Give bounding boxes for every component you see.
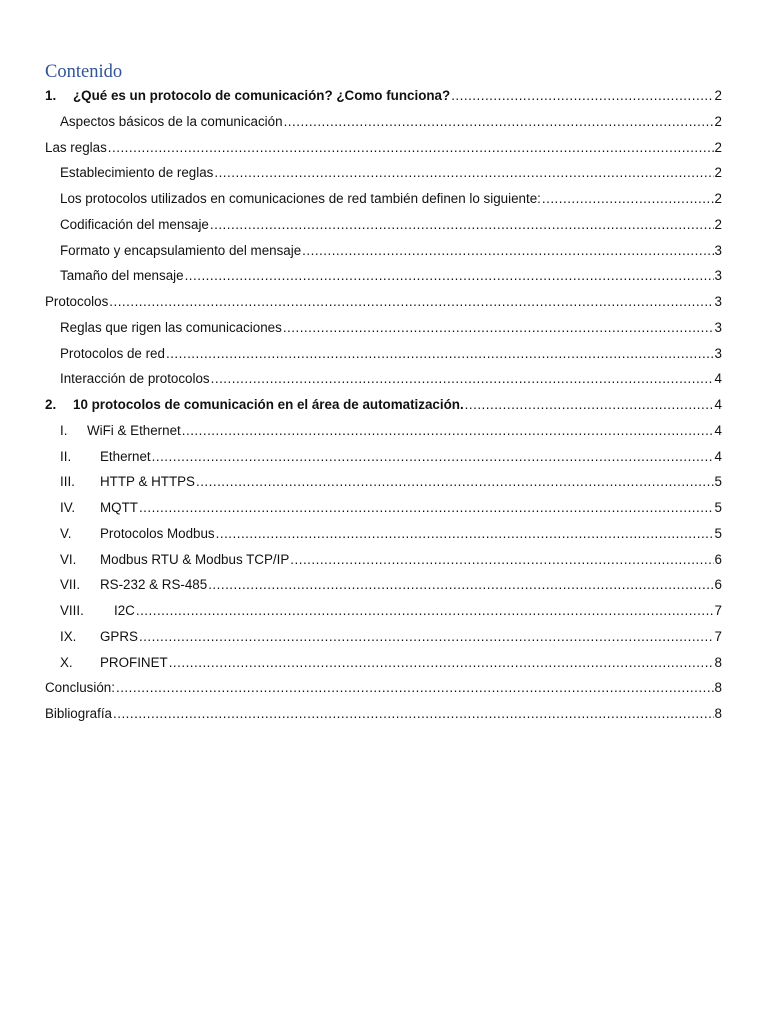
toc-dot-leader <box>208 575 713 595</box>
toc-entry-number: X. <box>60 654 73 670</box>
toc-entry[interactable] <box>60 447 722 467</box>
toc-page-number: 5 <box>714 500 722 515</box>
toc-entry-number: II. <box>60 448 72 464</box>
toc-entry-number: VII. <box>60 577 81 593</box>
toc-entry-title: Bibliografía <box>45 706 112 721</box>
toc-dot-leader <box>196 472 714 492</box>
toc-page-number: 3 <box>714 294 722 309</box>
toc-entry-number: VIII. <box>60 603 84 618</box>
toc-entry-title: MQTT <box>100 500 138 515</box>
toc-entry-title: Establecimiento de reglas <box>60 165 214 181</box>
toc-entry-number: I. <box>60 422 68 438</box>
toc-entry[interactable] <box>60 266 722 286</box>
toc-entry[interactable] <box>60 189 722 209</box>
toc-entry[interactable] <box>45 704 722 724</box>
toc-entry[interactable] <box>60 112 722 132</box>
toc-page-number: 8 <box>714 680 722 696</box>
toc-dot-leader <box>185 266 714 286</box>
toc-entry[interactable] <box>60 241 722 261</box>
toc-dot-leader <box>210 215 714 235</box>
toc-page-number: 4 <box>714 371 722 387</box>
toc-entry-title: 10 protocolos de comunicación en el área de automatización. <box>73 397 464 412</box>
toc-page-number: 8 <box>714 654 722 670</box>
toc-entry[interactable] <box>60 215 722 235</box>
toc-entry-title: Formato y encapsulamiento del mensaje <box>60 242 302 258</box>
toc-page-number: 2 <box>714 139 722 155</box>
toc-dot-leader <box>290 550 713 570</box>
toc-dot-leader <box>139 498 714 518</box>
toc-entry[interactable] <box>60 421 722 441</box>
toc-entry[interactable] <box>60 575 722 595</box>
toc-entry-title: PROFINET <box>100 654 168 670</box>
toc-dot-leader <box>136 601 714 621</box>
toc-dot-leader <box>113 704 714 724</box>
toc-dot-leader <box>283 318 714 338</box>
toc-entry[interactable] <box>60 318 722 338</box>
toc-dot-leader <box>451 86 713 106</box>
toc-entry[interactable] <box>45 678 722 698</box>
toc-page-number: 2 <box>714 113 722 129</box>
toc-page-number: 6 <box>714 577 722 593</box>
toc-entry[interactable] <box>60 627 722 647</box>
toc-entry[interactable] <box>45 86 722 106</box>
toc-entry-title: Reglas que rigen las comunicaciones <box>60 319 282 335</box>
toc-dot-leader <box>169 653 714 673</box>
toc-page-number: 2 <box>714 216 722 232</box>
toc-heading: Contenido <box>45 62 123 82</box>
toc-entry-title: ¿Qué es un protocolo de comunicación? ¿Como funciona? <box>73 88 451 103</box>
toc-entry-title: WiFi & Ethernet <box>87 422 181 438</box>
toc-page-number: 6 <box>714 551 722 567</box>
toc-entry-number: V. <box>60 525 72 541</box>
toc-entry-title: RS-232 & RS-485 <box>100 577 208 593</box>
toc-entry-title: Codificación del mensaje <box>60 216 209 232</box>
toc-dot-leader <box>152 447 714 467</box>
toc-entry-title: Las reglas <box>45 139 107 155</box>
toc-dot-leader <box>182 421 714 441</box>
toc-dot-leader <box>109 292 713 312</box>
toc-entry-number: 1. <box>45 88 57 103</box>
toc-entry[interactable] <box>60 498 722 518</box>
toc-entry-title: Protocolos Modbus <box>100 525 215 541</box>
toc-entry-title: Los protocolos utilizados en comunicaciones de red también definen lo siguiente: <box>60 191 541 206</box>
toc-entry-title: Modbus RTU & Modbus TCP/IP <box>100 551 290 567</box>
toc-entry-number: IV. <box>60 500 76 515</box>
toc-page-number: 3 <box>714 242 722 258</box>
toc-entry-number: III. <box>60 474 75 490</box>
toc-entry-title: Conclusión: <box>45 680 115 696</box>
toc-entry-number: VI. <box>60 551 77 567</box>
toc-page-number: 5 <box>714 474 722 490</box>
toc-entry-title: Protocolos <box>45 294 109 309</box>
toc-entry[interactable] <box>60 344 722 364</box>
toc-page-number: 4 <box>714 422 722 438</box>
toc-entry[interactable] <box>60 653 722 673</box>
toc-entry-title: HTTP & HTTPS <box>100 474 195 490</box>
toc-dot-leader <box>214 163 713 183</box>
toc-entry[interactable] <box>45 395 722 415</box>
toc-entry[interactable] <box>60 472 722 492</box>
toc-page-number: 3 <box>714 319 722 335</box>
toc-entry-number: 2. <box>45 397 57 412</box>
toc-dot-leader <box>166 344 714 364</box>
toc-entry[interactable] <box>60 524 722 544</box>
toc-entry-number: IX. <box>60 628 77 644</box>
toc-entry[interactable] <box>60 601 722 621</box>
toc-dot-leader <box>211 369 714 389</box>
toc-dot-leader <box>116 678 714 698</box>
toc-page-number: 7 <box>714 628 722 644</box>
toc-entry-title: Aspectos básicos de la comunicación <box>60 113 283 129</box>
toc-page-number: 4 <box>714 448 722 464</box>
toc-dot-leader <box>139 627 714 647</box>
toc-dot-leader <box>302 241 713 261</box>
toc-entry[interactable] <box>60 163 722 183</box>
toc-page-number: 7 <box>714 603 722 618</box>
toc-page-number: 2 <box>714 165 722 181</box>
toc-dot-leader <box>542 189 714 209</box>
toc-page-number: 2 <box>714 88 722 103</box>
toc-page-number: 3 <box>714 345 722 361</box>
toc-entry[interactable] <box>60 550 722 570</box>
toc-entry-title: Ethernet <box>100 448 151 464</box>
toc-dot-leader <box>216 524 714 544</box>
toc-dot-leader <box>465 395 714 415</box>
toc-entry-title: GPRS <box>100 628 138 644</box>
toc-entry-title: Interacción de protocolos <box>60 371 210 387</box>
toc-entry[interactable] <box>60 369 722 389</box>
toc-entry-title: I2C <box>114 603 135 618</box>
toc-page-number: 8 <box>714 706 722 721</box>
toc-dot-leader <box>108 138 714 158</box>
toc-page-number: 2 <box>714 191 722 206</box>
toc-page-number: 5 <box>714 525 722 541</box>
toc-dot-leader <box>284 112 714 132</box>
toc-entry[interactable] <box>45 138 722 158</box>
toc-page-number: 3 <box>714 268 722 284</box>
toc-page-number: 4 <box>714 397 722 412</box>
toc-entry-title: Tamaño del mensaje <box>60 268 184 284</box>
toc-entry[interactable] <box>45 292 722 312</box>
toc-entry-title: Protocolos de red <box>60 345 165 361</box>
